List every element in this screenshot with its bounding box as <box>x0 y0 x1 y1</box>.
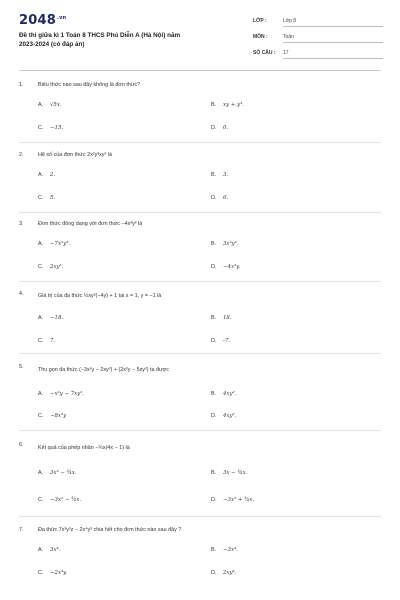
option-b[interactable]: B. −3x⁴. <box>211 547 238 553</box>
option-a[interactable]: A. √5x. <box>38 102 62 108</box>
option-b[interactable]: B. xy + y³. <box>211 102 244 108</box>
document-title: Đề thi giữa kì 1 Toán 8 THCS Phú Diễn A (Hà Nội) năm 2023-2024 (có đáp án) <box>19 32 181 48</box>
option-a[interactable]: A. 2. <box>38 172 56 178</box>
option-c[interactable]: C. 7. <box>38 338 56 344</box>
question-4 <box>19 291 381 351</box>
option-d[interactable]: D. -7. <box>211 338 230 344</box>
question-text: Biểu thức nào sau đây không là đơn thức? <box>38 82 141 88</box>
option-a[interactable]: A. 3x³ − ¾x. <box>38 470 77 476</box>
question-1 <box>19 82 381 142</box>
option-c[interactable]: C. 5. <box>38 195 56 201</box>
site-logo[interactable]: $2048^{.vn}$ <box>19 13 67 28</box>
question-text: Đa thức 7x³y²z − 2x⁴y³ chia hết cho đơn thức nào sau đây ? <box>38 527 182 533</box>
option-a[interactable]: A. −x²y − 7xy². <box>38 391 85 397</box>
question-6 <box>19 442 381 512</box>
option-b[interactable]: B. 3x³y². <box>211 241 239 247</box>
option-c[interactable]: C. 2xy³. <box>38 264 64 270</box>
header-divider <box>19 70 381 71</box>
option-b[interactable]: B. 18. <box>211 315 232 321</box>
question-number: 4. <box>19 291 24 297</box>
option-c[interactable]: C. −3x² − ¾x. <box>38 497 82 503</box>
option-a[interactable]: A. 3x⁴. <box>38 547 61 553</box>
option-d[interactable]: D. 6. <box>211 195 229 201</box>
option-b[interactable]: B. 4xy². <box>211 391 237 397</box>
option-d[interactable]: D. 0. <box>211 125 229 131</box>
question-number: 5. <box>19 364 24 370</box>
option-d[interactable]: D. 4xy². <box>211 413 237 419</box>
question-number: 6. <box>19 442 24 448</box>
question-number: 2. <box>19 152 24 158</box>
option-c[interactable]: C. −15. <box>38 125 64 131</box>
question-number: 1. <box>19 82 24 88</box>
document-header: $2048^{.vn}$ Đề thi giữa kì 1 Toán 8 THCS Phú Diễn A (Hà Nội) năm 2023-2024 (có đáp án) LỚP : Lớp 8 MÔN : Toán SỐ CÂU : 17 <box>0 0 400 62</box>
question-text: Thu gọn đa thức (−3x²y − 2xy²) + (2x²y − 5xy²) ta được <box>38 367 169 373</box>
question-3 <box>19 221 381 281</box>
question-number: 7. <box>19 527 24 533</box>
option-c[interactable]: C. −8x²y <box>38 413 67 419</box>
question-text: Đơn thức đồng dạng với đơn thức −4x³y² là <box>38 221 143 227</box>
question-7 <box>19 527 381 587</box>
question-2 <box>19 152 381 212</box>
question-text: Giá trị của đa thức ½xy²(−4y) + 1 tại x = 1, y = −1 là <box>38 293 162 299</box>
question-number: 3. <box>19 221 24 227</box>
option-d[interactable]: D. −4x²y. <box>211 264 241 270</box>
option-a[interactable]: A. −18. <box>38 315 64 321</box>
option-b[interactable]: B. 3x − ¾x. <box>211 470 248 476</box>
option-d[interactable]: D. −3x² + ¾x. <box>211 497 255 503</box>
question-text: Kết quả của phép nhân −¾x(4x − 1) là <box>38 445 130 451</box>
option-c[interactable]: C. −2x³y. <box>38 570 68 576</box>
question-text: Hệ số của đơn thức 2x²y³xy² là <box>38 152 112 158</box>
question-5 <box>19 364 381 426</box>
option-b[interactable]: B. 3. <box>211 172 229 178</box>
option-d[interactable]: D. 2xy³. <box>211 570 237 576</box>
option-a[interactable]: A. −7x²y³. <box>38 241 71 247</box>
